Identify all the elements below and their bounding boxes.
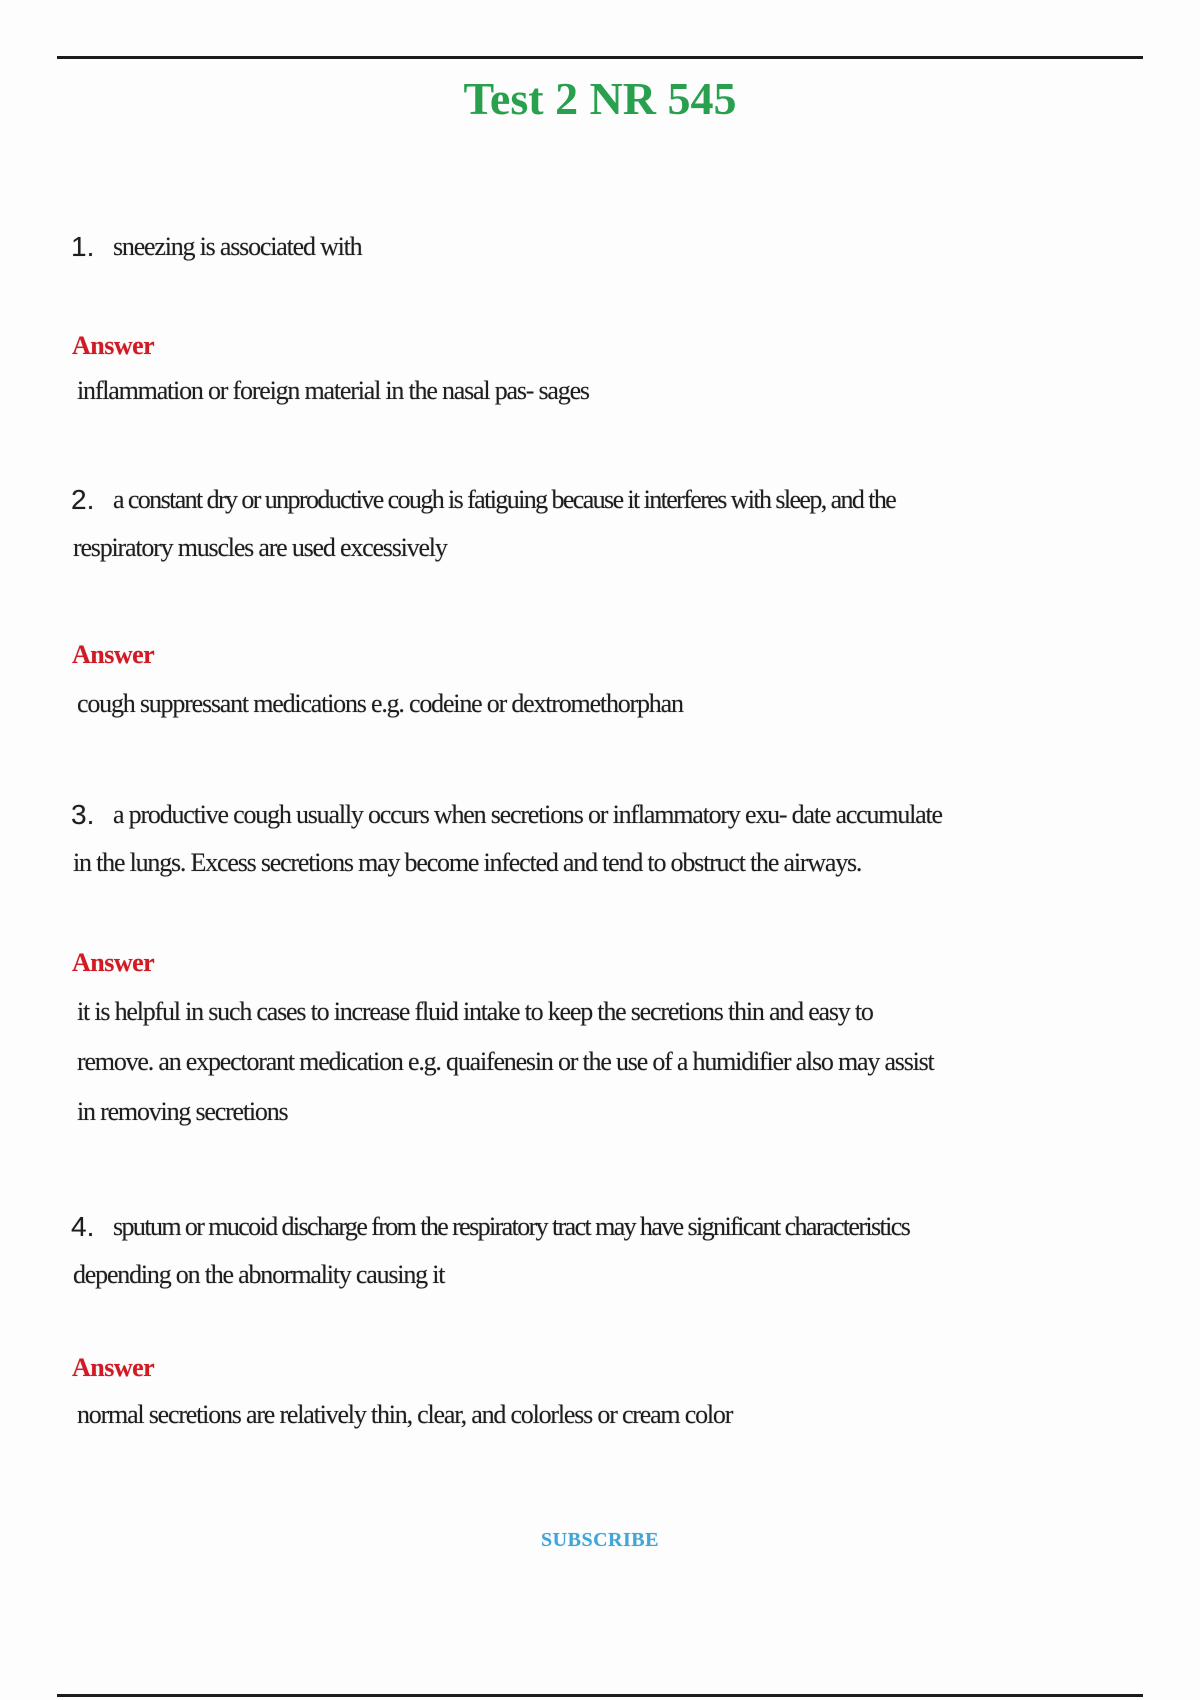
top-rule <box>57 56 1143 59</box>
answer-3-line-1: it is helpful in such cases to increase fluid intake to keep the secretions thin and easy to <box>77 997 873 1026</box>
question-1-line-1: sneezing is associated with <box>113 232 362 261</box>
bottom-rule <box>57 1694 1143 1697</box>
answer-4-line-1: normal secretions are relatively thin, clear, and colorless or cream color <box>77 1400 733 1429</box>
question-3-line-1: a productive cough usually occurs when secretions or inflammatory exu- date accumulate <box>113 800 942 829</box>
question-4-line-1: sputum or mucoid discharge from the respiratory tract may have significant characteristics <box>113 1212 910 1241</box>
question-4-number: 4. <box>71 1211 95 1242</box>
question-3-line-2: in the lungs. Excess secretions may become infected and tend to obstruct the airways. <box>73 848 862 877</box>
answer-2-label: Answer <box>72 640 155 669</box>
question-4-line-2: depending on the abnormality causing it <box>73 1260 445 1289</box>
answer-1-label: Answer <box>72 331 155 360</box>
question-2-number: 2. <box>71 484 95 515</box>
answer-1-line-1: inflammation or foreign material in the nasal pas- sages <box>77 376 589 405</box>
answer-4-label: Answer <box>72 1353 155 1382</box>
answer-3-label: Answer <box>72 948 155 977</box>
question-1-number: 1. <box>71 231 95 262</box>
answer-3-line-2: remove. an expectorant medication e.g. quaifenesin or the use of a humidifier also may assist <box>77 1047 934 1076</box>
question-2-line-2: respiratory muscles are used excessively <box>73 533 447 562</box>
answer-2-line-1: cough suppressant medications e.g. codeine or dextromethorphan <box>77 689 683 718</box>
subscribe-link[interactable]: SUBSCRIBE <box>541 1529 659 1551</box>
page-title: Test 2 NR 545 <box>463 73 737 124</box>
question-3-number: 3. <box>71 799 95 830</box>
question-2-line-1: a constant dry or unproductive cough is fatiguing because it interferes with sleep, and the <box>113 485 896 514</box>
answer-3-line-3: in removing secretions <box>77 1097 288 1126</box>
